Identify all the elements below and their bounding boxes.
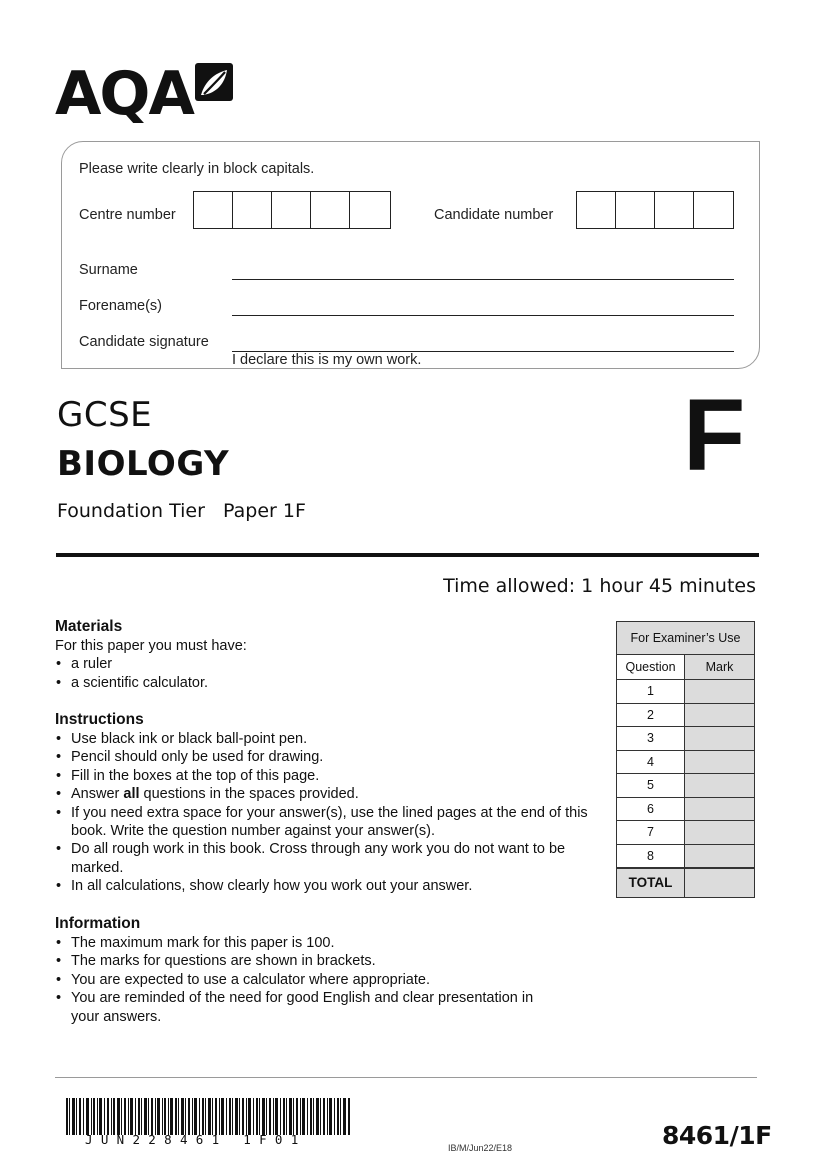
signature-label: Candidate signature <box>79 334 209 350</box>
list-item <box>55 785 615 803</box>
information-list <box>55 934 615 1026</box>
table-row <box>617 751 754 775</box>
subject-title: BIOLOGY <box>57 444 230 484</box>
tier-letter: F <box>683 378 746 492</box>
question-number: 6 <box>617 798 685 821</box>
materials-intro: For this paper you must have: <box>55 638 247 654</box>
text: questions in the spaces provided. <box>139 786 359 803</box>
instructions-section <box>55 710 615 896</box>
list-item: • In all calculations, show clearly how you work out your answer. <box>55 877 615 895</box>
question-number: 4 <box>617 751 685 774</box>
table-row <box>617 821 754 845</box>
mark-cell <box>685 798 754 821</box>
table-row <box>617 798 754 822</box>
mark-cell <box>685 845 754 868</box>
mark-column-header: Mark <box>685 655 754 679</box>
examiner-use-table <box>616 621 755 898</box>
time-allowed: Time allowed: 1 hour 45 minutes <box>443 575 756 597</box>
forenames-label: Forename(s) <box>79 298 162 314</box>
table-row <box>617 727 754 751</box>
centre-number-digit-box[interactable] <box>233 192 272 228</box>
list-item: • Use black ink or black ball-point pen. <box>55 730 615 748</box>
surname-field[interactable] <box>232 279 734 280</box>
candidate-number-label: Candidate number <box>434 207 554 223</box>
question-number: 5 <box>617 774 685 797</box>
materials-list <box>55 655 615 692</box>
materials-heading: Materials <box>55 618 123 635</box>
tier-and-paper: Foundation Tier Paper 1F <box>57 500 306 522</box>
footer-divider <box>55 1077 757 1078</box>
table-row <box>617 845 754 869</box>
table-row <box>617 704 754 728</box>
question-number: 2 <box>617 704 685 727</box>
total-row <box>617 868 754 897</box>
total-label: TOTAL <box>617 869 685 897</box>
list-item: • If you need extra space for your answer(s), use the lined pages at the end of this book. Write the question number against your answer(s). <box>55 804 591 841</box>
mark-cell <box>685 727 754 750</box>
candidate-number-boxes[interactable] <box>576 191 734 229</box>
mark-cell <box>685 751 754 774</box>
centre-number-label: Centre number <box>79 207 176 223</box>
instructions-heading: Instructions <box>55 711 144 728</box>
aqa-leaf-mark-icon <box>195 63 233 101</box>
question-number: 8 <box>617 845 685 868</box>
centre-number-digit-box[interactable] <box>311 192 350 228</box>
mark-cell <box>685 821 754 844</box>
centre-number-digit-box[interactable] <box>272 192 311 228</box>
emphasis-text: all <box>123 786 140 803</box>
question-number: 7 <box>617 821 685 844</box>
surname-label: Surname <box>79 262 138 278</box>
block-capitals-instruction: Please write clearly in block capitals. <box>79 161 315 177</box>
question-number: 3 <box>617 727 685 750</box>
paper-code: 8461/1F <box>662 1121 772 1150</box>
list-item: • The marks for questions are shown in brackets. <box>55 952 615 970</box>
centre-number-boxes[interactable] <box>193 191 391 229</box>
examiner-table-header-row <box>617 655 754 680</box>
instructions-list <box>55 730 615 896</box>
aqa-logo-text: AQA <box>55 59 193 129</box>
mark-cell <box>685 680 754 703</box>
document-reference: IB/M/Jun22/E18 <box>448 1143 513 1153</box>
total-mark-cell <box>685 869 754 897</box>
mark-cell <box>685 704 754 727</box>
centre-number-digit-box[interactable] <box>194 192 233 228</box>
barcode-icon <box>66 1098 350 1135</box>
table-row <box>617 774 754 798</box>
qualification-title: GCSE <box>57 395 153 435</box>
list-item: • Do all rough work in this book. Cross through any work you do not want to be marked. <box>55 840 566 877</box>
candidate-number-digit-box[interactable] <box>616 192 655 228</box>
list-item: • The maximum mark for this paper is 100. <box>55 934 615 952</box>
centre-number-digit-box[interactable] <box>350 192 389 228</box>
list-item: • a ruler <box>55 655 615 673</box>
question-column-header: Question <box>617 655 685 679</box>
declaration-text: I declare this is my own work. <box>232 352 422 368</box>
candidate-number-digit-box[interactable] <box>694 192 733 228</box>
candidate-number-digit-box[interactable] <box>655 192 694 228</box>
forenames-field[interactable] <box>232 315 734 316</box>
aqa-logo <box>55 59 235 129</box>
table-row <box>617 680 754 704</box>
mark-cell <box>685 774 754 797</box>
list-item: • You are reminded of the need for good English and clear presentation in your answers. <box>55 989 551 1026</box>
information-heading: Information <box>55 915 141 932</box>
information-section <box>55 914 615 1026</box>
list-item: • You are expected to use a calculator where appropriate. <box>55 971 615 989</box>
list-item: • Pencil should only be used for drawing. <box>55 748 615 766</box>
barcode-text: JUN228461 1F01 <box>85 1132 307 1147</box>
list-item: • a scientific calculator. <box>55 674 615 692</box>
list-item: • Fill in the boxes at the top of this page. <box>55 767 615 785</box>
question-number: 1 <box>617 680 685 703</box>
text: Answer <box>71 786 124 803</box>
title-divider <box>56 553 759 557</box>
materials-section <box>55 617 615 692</box>
examiner-table-title: For Examiner’s Use <box>617 622 754 655</box>
candidate-number-digit-box[interactable] <box>577 192 616 228</box>
